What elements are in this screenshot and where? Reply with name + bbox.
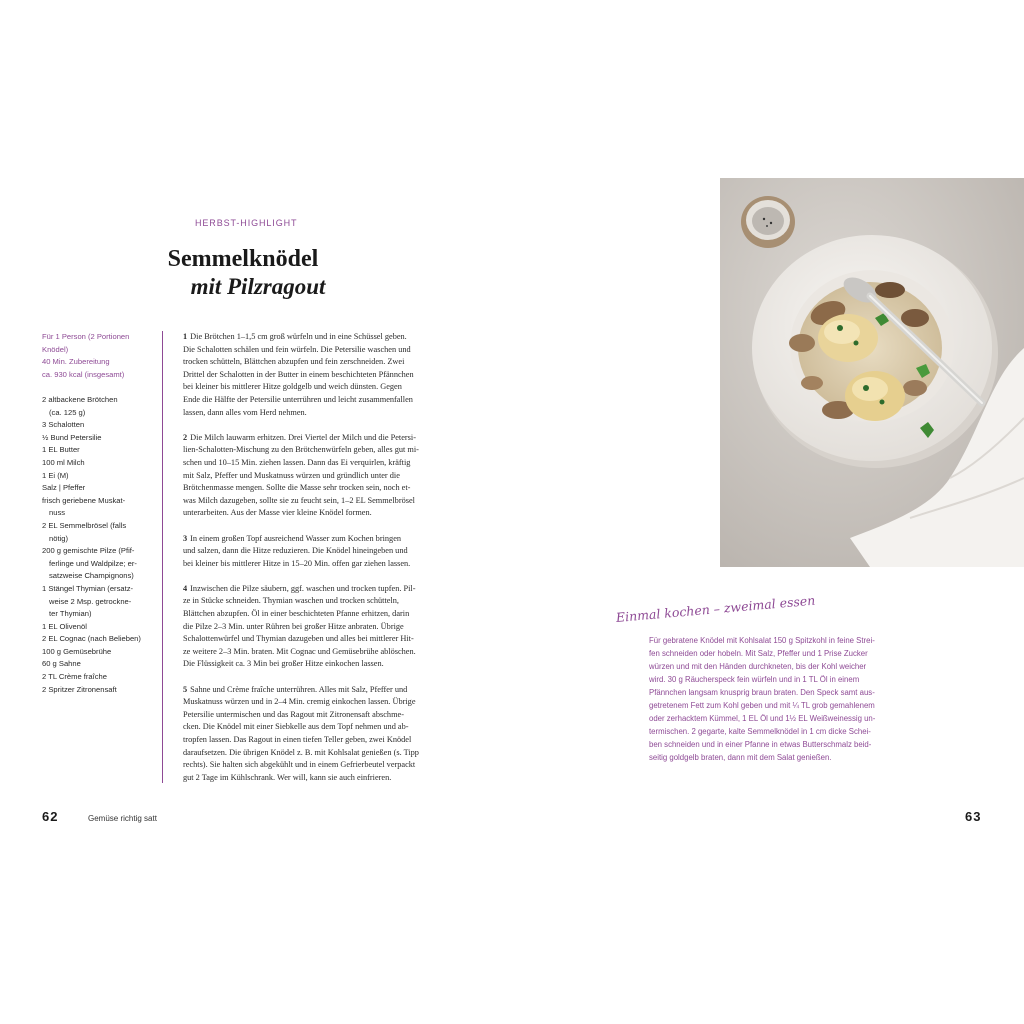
- ingredient-list: [42, 394, 158, 696]
- step-text: was Milch dazugeben, sollte sie zu feucht sein, 1–2 EL Semmelbrösel: [183, 495, 415, 505]
- ingredient-item: 2 EL Semmelbrösel (falls: [42, 520, 127, 530]
- tip-heading: Einmal kochen – zweimal essen: [615, 592, 816, 625]
- ingredient-item: frisch geriebene Muskat-: [42, 495, 126, 505]
- tip-line: seitig goldgelb braten, dann mit dem Salat genießen.: [649, 753, 832, 762]
- step-text: Brötchenmasse mengen. Sollte die Masse sehr trocken sein, noch et-: [183, 483, 411, 493]
- step-text: ze weitere 2–3 Min. braten. Mit Cognac und Gemüsebrühe ablöschen.: [183, 646, 416, 656]
- step-text: Blättchen abzupfen. Öl in einer beschichteten Pfanne erhitzen, darin: [183, 609, 410, 619]
- step-text: Petersilie untermischen und das Ragout mit Zitronensaft abschme-: [183, 709, 404, 719]
- tip-line: Pfännchen langsam knusprig braun braten. Den Speck samt aus-: [649, 688, 875, 697]
- step-text: rechts). Sie halten sich abgekühlt und in einem Gefrierbeutel verpackt: [183, 760, 416, 770]
- ingredient-item: 60 g Sahne: [42, 659, 81, 669]
- instruction-step: [183, 432, 445, 520]
- tip-line: fen schneiden oder hobeln. Mit Salz, Pfeffer und 1 Prise Zucker: [649, 649, 868, 658]
- ingredient-item: ferlinge und Waldpilze; er-: [49, 558, 137, 568]
- step-text: Drittel der Schalotten in der Butter in einem beschichteten Pfännchen: [183, 369, 414, 379]
- tip-line: ben schneiden und in einer Pfanne in etwas Butterschmalz beid-: [649, 740, 872, 749]
- ingredient-item: 1 Stängel Thymian (ersatz-: [42, 583, 134, 593]
- ingredient-item: Salz | Pfeffer: [42, 483, 86, 493]
- meta-line: Knödel): [42, 344, 69, 354]
- step-text: In einem großen Topf ausreichend Wasser zum Kochen bringen: [190, 533, 402, 543]
- dish-photo-illustration: [720, 178, 1024, 567]
- page-number-right: 63: [965, 809, 982, 824]
- step-number: 2: [183, 432, 188, 442]
- step-text: gut 2 Tage im Kühlschrank. Wer will, kann sie auch einfrieren.: [183, 772, 392, 782]
- tip-line: würzen und mit den Händen durchkneten, bis der Kohl weicher: [649, 662, 867, 671]
- ingredient-item: 2 Spritzer Zitronensaft: [42, 684, 117, 694]
- step-number: 3: [183, 533, 188, 543]
- column-divider: [162, 331, 163, 783]
- step-text: Die Milch lauwarm erhitzen. Drei Viertel der Milch und die Petersi-: [190, 432, 416, 442]
- ingredient-item: 2 EL Cognac (nach Belieben): [42, 634, 141, 644]
- ingredient-item: 100 ml Milch: [42, 457, 85, 467]
- step-text: Inzwischen die Pilze säubern, ggf. waschen und trocken tupfen. Pil-: [190, 583, 416, 593]
- tip-text: [649, 634, 919, 764]
- step-text: unterarbeiten. Aus der Masse vier kleine Knödel formen.: [183, 508, 372, 518]
- instruction-step: [183, 684, 445, 785]
- step-text: mit Salz, Pfeffer und Muskatnuss würzen und gründlich unter die: [183, 470, 400, 480]
- step-text: Sahne und Crème fraîche unterrühren. Alles mit Salz, Pfeffer und: [190, 684, 408, 694]
- ingredient-item: 1 EL Olivenöl: [42, 621, 87, 631]
- step-text: die Pilze 2–3 Min. unter Rühren bei großer Hitze anbraten. Übrige: [183, 621, 404, 631]
- instruction-steps: [183, 331, 445, 797]
- step-text: lassen, dann alles vom Herd nehmen.: [183, 407, 307, 417]
- section-footer: Gemüse richtig satt: [88, 814, 157, 823]
- ingredient-item: satzweise Champignons): [49, 571, 134, 581]
- step-text: schen und 10–15 Min. ziehen lassen. Dann das Ei verquirlen, kräftig: [183, 457, 411, 467]
- tip-line: termischen. 2 gegarte, kalte Semmelknödel in 1 cm dicke Schei-: [649, 727, 871, 736]
- ingredient-item: (ca. 125 g): [49, 407, 86, 417]
- recipe-kicker: HERBST-HIGHLIGHT: [195, 218, 298, 228]
- tip-line: Für gebratene Knödel mit Kohlsalat 150 g Spitzkohl in feine Strei-: [649, 636, 875, 645]
- recipe-title: Semmelknödel: [167, 246, 319, 272]
- ingredient-item: 200 g gemischte Pilze (Pfif-: [42, 546, 135, 556]
- step-text: Schalottenwürfel und Thymian dazugeben und alles bei mittlerer Hit-: [183, 634, 414, 644]
- step-number: 1: [183, 332, 188, 341]
- recipe-meta: [42, 331, 160, 381]
- step-text: Die Flüssigkeit ca. 3 Min bei großer Hitze einkochen lassen.: [183, 659, 384, 669]
- ingredient-item: ter Thymian): [49, 609, 92, 619]
- recipe-subtitle: mit Pilzragout: [190, 274, 326, 299]
- step-number: 5: [183, 684, 188, 694]
- instruction-step: [183, 533, 445, 571]
- instruction-step: [183, 331, 445, 419]
- ingredient-item: 1 Ei (M): [42, 470, 69, 480]
- instruction-step: [183, 583, 445, 671]
- ingredient-item: 1 EL Butter: [42, 445, 80, 455]
- step-text: trocken schütteln, Blättchen abzupfen und fein zerschneiden. Zwei: [183, 357, 405, 367]
- tip-line: wird. 30 g Räucherspeck fein würfeln und in 1 TL Öl in einem: [649, 675, 860, 684]
- step-text: cken. Die Knödel mit einer Siebkelle aus dem Topf nehmen und ab-: [183, 722, 409, 732]
- step-text: daraufsetzen. Die übrigen Knödel z. B. mit Kohlsalat genießen (s. Tipp: [183, 747, 419, 757]
- step-text: ze in Stücke schneiden. Thymian waschen und trocken schütteln,: [183, 596, 399, 606]
- step-number: 4: [183, 583, 188, 593]
- ingredient-item: 3 Schalotten: [42, 420, 85, 430]
- step-text: Die Schalotten schälen und fein würfeln. Die Petersilie waschen und: [183, 344, 411, 354]
- ingredient-item: 2 altbackene Brötchen: [42, 395, 118, 404]
- meta-line: Für 1 Person (2 Portionen: [42, 332, 130, 341]
- step-text: bei kleiner bis mittlerer Hitze in 15–20 Min. offen gar ziehen lassen.: [183, 558, 411, 568]
- ingredient-item: ½ Bund Petersilie: [42, 432, 102, 442]
- step-text: lien-Schalotten-Mischung zu den Brötchenwürfeln geben, alles gut mi-: [183, 445, 419, 455]
- meta-line: 40 Min. Zubereitung: [42, 357, 110, 367]
- tip-line: getretenem Fett zum Kohl geben und mit ¼ TL grob gemahlenem: [649, 701, 875, 710]
- step-text: Muskatnuss würzen und in 2–4 Min. cremig einkochen lassen. Übrige: [183, 697, 416, 707]
- page-number-left: 62: [42, 809, 59, 824]
- dish-photo: [720, 178, 1024, 567]
- ingredient-item: 100 g Gemüsebrühe: [42, 646, 112, 656]
- ingredient-item: nötig): [49, 533, 68, 543]
- step-text: Die Brötchen 1–1,5 cm groß würfeln und in eine Schüssel geben.: [190, 332, 407, 341]
- ingredient-item: nuss: [49, 508, 66, 518]
- tip-line: oder zerhacktem Kümmel, 1 EL Öl und 1½ EL Weißweinessig un-: [649, 714, 876, 723]
- step-text: tropfen lassen. Das Ragout in einen tiefen Teller geben, zwei Knödel: [183, 735, 412, 744]
- step-text: Ende die Hälfte der Petersilie unterrühren und leicht zusammenfallen: [183, 394, 413, 404]
- step-text: bei kleiner bis mittlerer Hitze goldgelb und weich dünsten. Gegen: [183, 382, 402, 392]
- ingredient-item: weise 2 Msp. getrockne-: [49, 596, 132, 606]
- ingredient-item: 2 TL Crème fraîche: [42, 672, 107, 682]
- meta-line: ca. 930 kcal (insgesamt): [42, 369, 125, 379]
- step-text: und salzen, dann die Hitze reduzieren. Die Knödel hineingeben und: [183, 546, 408, 556]
